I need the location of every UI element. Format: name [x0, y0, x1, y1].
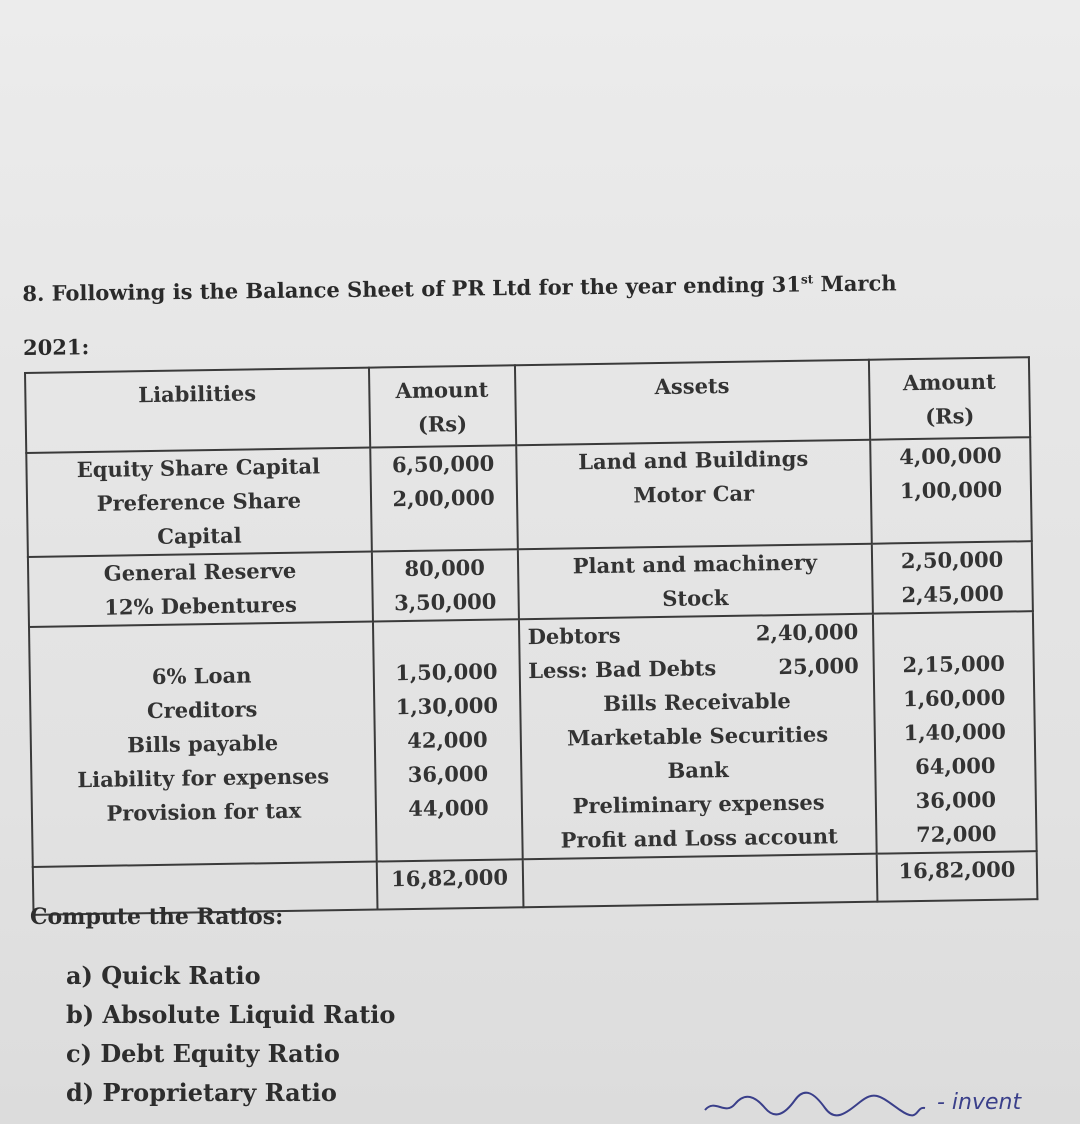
assets-cell — [518, 614, 876, 860]
asset-label: Debtors — [527, 622, 621, 650]
asset-amount: 4,00,000 — [899, 442, 1002, 470]
asset-amount: 1,40,000 — [903, 718, 1007, 746]
asset-amount: 2,15,000 — [902, 650, 1006, 678]
liability-amount-cell — [370, 445, 517, 551]
list-item: b) Absolute Liquid Ratio — [66, 1000, 396, 1029]
liability-amount: 80,000 — [404, 554, 486, 582]
asset-label: Profit and Loss account — [560, 823, 838, 853]
liability-amount: 1,30,000 — [395, 692, 499, 720]
asset-amount: 1,60,000 — [902, 684, 1006, 712]
question-line-1 — [22, 250, 1023, 321]
liability-amount: 1,50,000 — [395, 658, 498, 686]
asset-amount: 72,000 — [915, 820, 997, 848]
handwritten-text: - invent — [937, 1090, 1022, 1115]
asset-label: Bills Receivable — [603, 687, 791, 716]
header-amount-liabilities — [369, 365, 516, 447]
liability-label: 12% Debentures — [104, 591, 298, 620]
total-assets: 16,82,000 — [898, 856, 1016, 884]
asset-amount-cell — [872, 541, 1033, 614]
liability-label: Bills payable — [127, 730, 279, 758]
question-line-1-end: March — [813, 270, 897, 297]
liability-amount-cell — [372, 549, 519, 621]
debtors-line — [527, 615, 864, 654]
header-amount1-line1: Amount — [395, 376, 489, 404]
asset-amount: 2,50,000 — [900, 546, 1004, 574]
asset-amount: 36,000 — [915, 786, 997, 814]
asset-amount: 64,000 — [914, 752, 996, 780]
handwritten-note — [700, 1088, 1021, 1118]
liabilities-cell — [26, 448, 371, 557]
bad-debts-line — [528, 649, 865, 688]
scribble-icon — [700, 1088, 930, 1118]
question-superscript: st — [800, 272, 814, 287]
header-amount2-line2: (Rs) — [925, 403, 975, 429]
total-assets-cell — [877, 851, 1038, 902]
assets-cell — [516, 440, 872, 550]
compute-title: Compute the Ratios: — [30, 904, 284, 930]
liabilities-cell — [28, 552, 373, 627]
header-amount1-line2: (Rs) — [417, 411, 468, 437]
asset-sub-amount: 2,40,000 — [755, 618, 859, 646]
liability-label: Capital — [157, 522, 242, 549]
asset-label: Marketable Securities — [566, 721, 829, 751]
list-item: d) Proprietary Ratio — [66, 1078, 337, 1107]
liability-amount: 3,50,000 — [393, 588, 497, 616]
liability-label: Provision for tax — [106, 797, 302, 826]
asset-label: Preliminary expenses — [572, 789, 825, 819]
asset-sub-amount: 25,000 — [778, 652, 859, 680]
list-item: c) Debt Equity Ratio — [66, 1039, 340, 1068]
asset-amount-cell — [873, 611, 1037, 853]
liability-amount: 36,000 — [407, 760, 489, 788]
liability-label: Preference Share — [96, 487, 302, 516]
header-liabilities-text: Liabilities — [138, 380, 257, 408]
asset-label: Land and Buildings — [578, 445, 809, 475]
liability-amount: 44,000 — [408, 794, 489, 822]
assets-cell — [517, 544, 873, 620]
header-amount-assets — [869, 357, 1030, 440]
liability-amount-cell — [373, 619, 523, 861]
liability-label: 6% Loan — [151, 662, 252, 690]
table-row — [29, 611, 1037, 867]
asset-amount: 2,45,000 — [901, 580, 1004, 608]
liability-amount: 6,50,000 — [391, 450, 495, 478]
asset-label: Stock — [662, 584, 729, 612]
total-liabilities: 16,82,000 — [390, 864, 509, 892]
header-assets — [514, 360, 870, 446]
balance-sheet-table — [24, 356, 1038, 916]
liabilities-cell — [29, 622, 376, 867]
question-line-2: 2021: — [22, 334, 90, 360]
total-liabilities-cell — [376, 859, 523, 909]
liability-label: Equity Share Capital — [76, 453, 321, 483]
header-liabilities — [25, 368, 370, 453]
asset-label: Plant and machinery — [572, 549, 818, 579]
asset-label: Bank — [667, 756, 729, 783]
header-amount2-line1: Amount — [902, 368, 996, 396]
ratio-list — [66, 956, 395, 1112]
liability-amount: 2,00,000 — [392, 484, 495, 512]
liability-label: General Reserve — [103, 557, 297, 586]
question-line-1-text: 8. Following is the Balance Sheet of PR Ltd for the year ending 31 — [22, 271, 802, 306]
asset-label: Less: Bad Debts — [528, 655, 717, 684]
table-row — [26, 437, 1032, 557]
total-assets-label-cell — [522, 854, 877, 908]
liability-label: Creditors — [146, 696, 258, 724]
liability-amount: 42,000 — [407, 726, 488, 754]
list-item: a) Quick Ratio — [66, 961, 261, 990]
asset-amount: 1,00,000 — [899, 476, 1003, 504]
header-assets-text: Assets — [654, 372, 730, 400]
asset-amount-cell — [870, 437, 1032, 544]
liability-label: Liability for expenses — [77, 763, 330, 793]
question-text — [22, 250, 1023, 375]
asset-label: Motor Car — [633, 480, 755, 508]
